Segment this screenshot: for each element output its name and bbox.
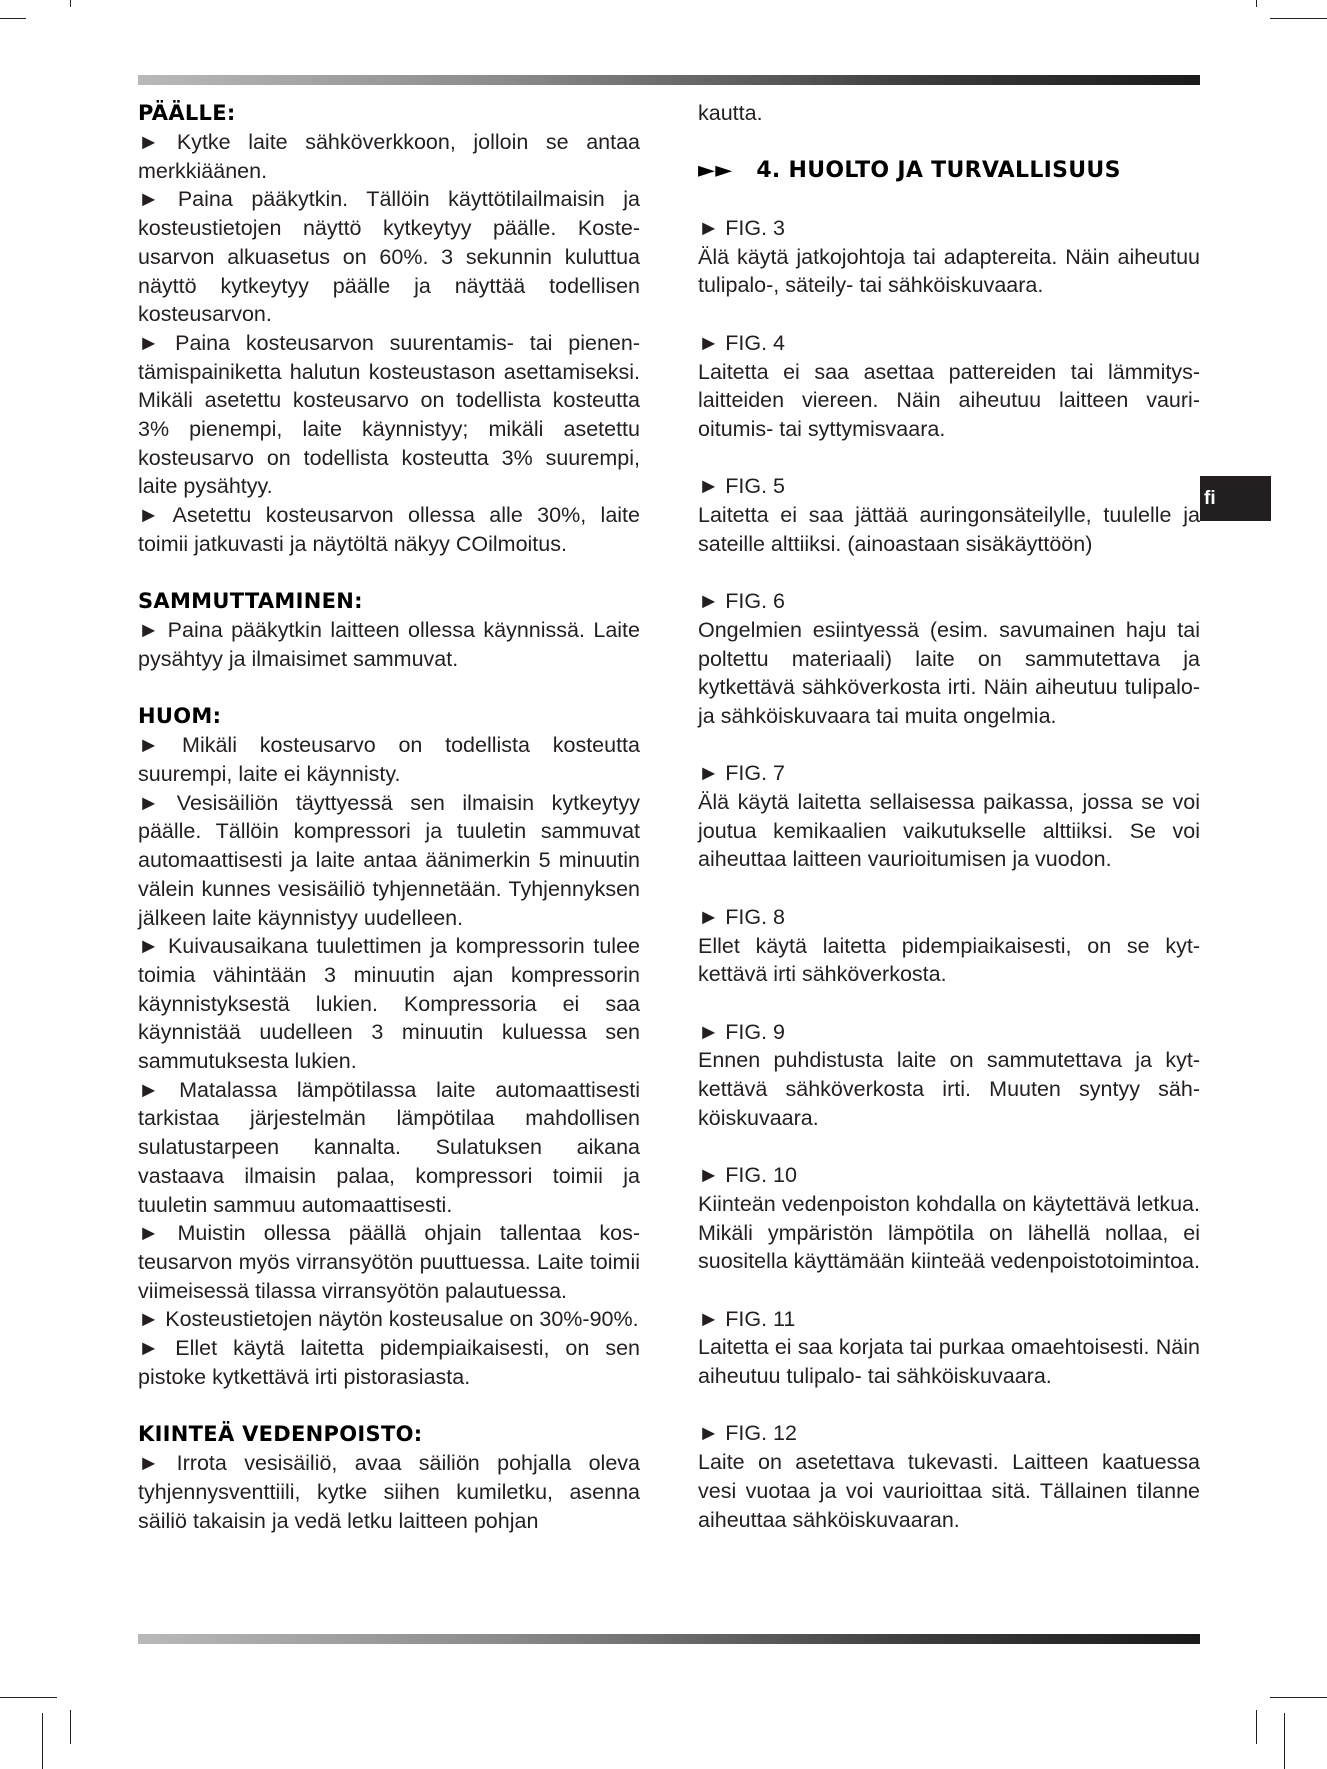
fig-text: Ellet käytä laitetta pidempiaikaisesti, on se kytkettävä irti sähköverkosta. [698, 933, 1200, 987]
fig-label: ► FIG. 10 [698, 1163, 797, 1188]
heading-drain: KIINTEÄ VEDENPOISTO: [138, 1422, 423, 1447]
fig-label: ► FIG. 9 [698, 1019, 785, 1044]
fig-label: ► FIG. 8 [698, 904, 785, 929]
paragraph: ► Paina kosteusarvon suurentamis- tai pienentämispainiketta halutun kosteustason asettamiseksi. Mikäli asetettu kosteusarvo on todellista kosteutta 3% pienempi, laite käynnistyy; mikäli asetettu kosteusarvo on todellista kosteutta 3% suurempi, laite pysähtyy. [138, 330, 640, 499]
crop-mark [1256, 1710, 1257, 1744]
bottom-rule [138, 1634, 1200, 1644]
crop-mark [1256, 0, 1257, 7]
paragraph: ► Asetettu kosteusarvon ollessa alle 30%, laite toimii jatkuvasti ja näytöltä näkyy COilmoitus. [138, 503, 640, 556]
crop-mark [70, 1710, 71, 1744]
crop-mark [0, 18, 26, 19]
paragraph: ► Ellet käytä laitetta pidempiaikaisesti, on sen pistoke kytkettävä irti pistorasiasta. [138, 1336, 640, 1389]
fig-label: ► FIG. 4 [698, 330, 785, 355]
fig-label: ► FIG. 3 [698, 216, 785, 241]
fig-text: Kiinteän vedenpoiston kohdalla on käytettävä letkua. Mikäli ympäristön lämpötila on lähellä nollaa, ei suositella käyttämään kiinteää vedenpoistotoimintoa. [698, 1191, 1200, 1274]
fig-label: ► FIG. 7 [698, 761, 785, 786]
paragraph: ► Paina pääkytkin laitteen ollessa käynnissä. Laite pysähtyy ja ilmaisimet sammuvat. [138, 618, 640, 671]
right-column [698, 99, 1200, 1534]
paragraph: ► Kosteustietojen näytön kosteusalue on 30%-90%. [138, 1307, 639, 1332]
fig-text: Laitetta ei saa jättää auringonsäteilylle, tuulelle ja sateille alttiiksi. (ainoastaan sisäkäyttöön) [698, 503, 1200, 556]
fig-text: Älä käytä jatkojohtoja tai adaptereita. Näin aiheutuu tulipalo-, säteily- tai sähköiskuvaara. [698, 244, 1200, 298]
paragraph: ► Matalassa lämpötilassa laite automaattisesti tarkistaa järjestelmän lämpötilaa mahdollisen sulatustarpeen kannalta. Sulatuksen aikana vastaava ilmaisin palaa, kompressori toimii ja tuuletin sammuu automaattisesti. [138, 1077, 640, 1217]
fig-text: Ongelmien esiintyessä (esim. savumainen haju tai poltettu materiaali) laite on sammutettava ja kytkettävä sähköverkosta irti. Näin aiheutuu tulipalo- ja sähköiskuvaara tai muita ongelmia. [698, 617, 1200, 728]
crop-mark [1270, 1697, 1327, 1698]
fig-text: Älä käytä laitetta sellaisessa paikassa, jossa se voi joutua kemikaalien vaikutukselle alttiiksi. Se voi aiheuttaa laitteen vaurioitumisen ja vuodon. [698, 790, 1200, 872]
crop-mark [1284, 1713, 1285, 1769]
top-rule [138, 75, 1200, 85]
fig-label: ► FIG. 12 [698, 1421, 797, 1446]
fig-text: Laitetta ei saa asettaa pattereiden tai lämmityslaitteiden viereen. Näin aiheutuu laitteen vaurioitumis- tai syttymisvaara. [698, 359, 1200, 441]
fig-text: Laite on asetettava tukevasti. Laitteen kaatuessa vesi vuotaa ja voi vaurioittaa sitä. Tällainen tilanne aiheuttaa sähköiskuvaaran. [698, 1450, 1200, 1532]
fig-text: Ennen puhdistusta laite on sammutettava ja kytkettävä sähköverkosta irti. Muuten syntyy sähköiskuvaara. [698, 1048, 1200, 1130]
paragraph: ► Mikäli kosteusarvo on todellista kosteutta suurempi, laite ei käynnisty. [138, 733, 640, 787]
continued-text: kautta. [698, 101, 763, 125]
fig-text: Laitetta ei saa korjata tai purkaa omaehtoisesti. Näin aiheutuu tulipalo- tai sähköiskuvaara. [698, 1335, 1200, 1389]
crop-mark [0, 1697, 57, 1698]
left-column [138, 99, 640, 1535]
heading-note: HUOM: [138, 704, 222, 729]
section-title: ►► 4. HUOLTO JA TURVALLISUUS [698, 158, 1121, 184]
paragraph: ► Kytke laite sähköverkkoon, jolloin se antaa merkkiäänen. [138, 130, 640, 183]
paragraph: ► Paina pääkytkin. Tällöin käyttötilailmaisin ja kosteustietojen näyttö kytkeytyy päälle. Kosteusarvon alkuasetus on 60%. 3 sekunnin kuluttua näyttö kytkeytyy päälle ja näyttää todellisen kosteusarvon. [138, 187, 640, 327]
paragraph: ► Vesisäiliön täyttyessä sen ilmaisin kytkeytyy päälle. Tällöin kompressori ja tuuletin sammuvat automaattisesti ja laite antaa äänimerkin 5 minuutin välein kunnes vesisäiliö tyhjennetään. Tyhjennyksen jälkeen laite käynnistyy uudelleen. [138, 790, 640, 930]
paragraph: ► Irrota vesisäiliö, avaa säiliön pohjalla oleva tyhjennysventtiili, kytke siihen kumiletku, asenna säiliö takaisin ja vedä letku laitteen pohjan [138, 1451, 640, 1533]
fig-label: ► FIG. 6 [698, 589, 785, 614]
language-tab: fi [1200, 476, 1271, 521]
paragraph: ► Muistin ollessa päällä ohjain tallentaa kosteusarvon myös virransyötön puuttuessa. Laite toimii viimeisessä tilassa virransyötön palautuessa. [138, 1221, 640, 1303]
fig-label: ► FIG. 11 [698, 1306, 796, 1331]
paragraph: ► Kuivausaikana tuulettimen ja kompressorin tulee toimia vähintään 3 minuutin ajan kompressorin käynnistyksestä lukien. Kompressoria ei saa käynnistää uudelleen 3 minuutin kuluessa sen sammutuksesta lukien. [138, 934, 640, 1074]
fig-label: ► FIG. 5 [698, 474, 785, 499]
heading-on: PÄÄLLE: [138, 101, 236, 125]
crop-mark [42, 1713, 43, 1769]
crop-mark [1270, 18, 1327, 19]
crop-mark [70, 0, 71, 7]
heading-off: SAMMUTTAMINEN: [138, 589, 363, 614]
